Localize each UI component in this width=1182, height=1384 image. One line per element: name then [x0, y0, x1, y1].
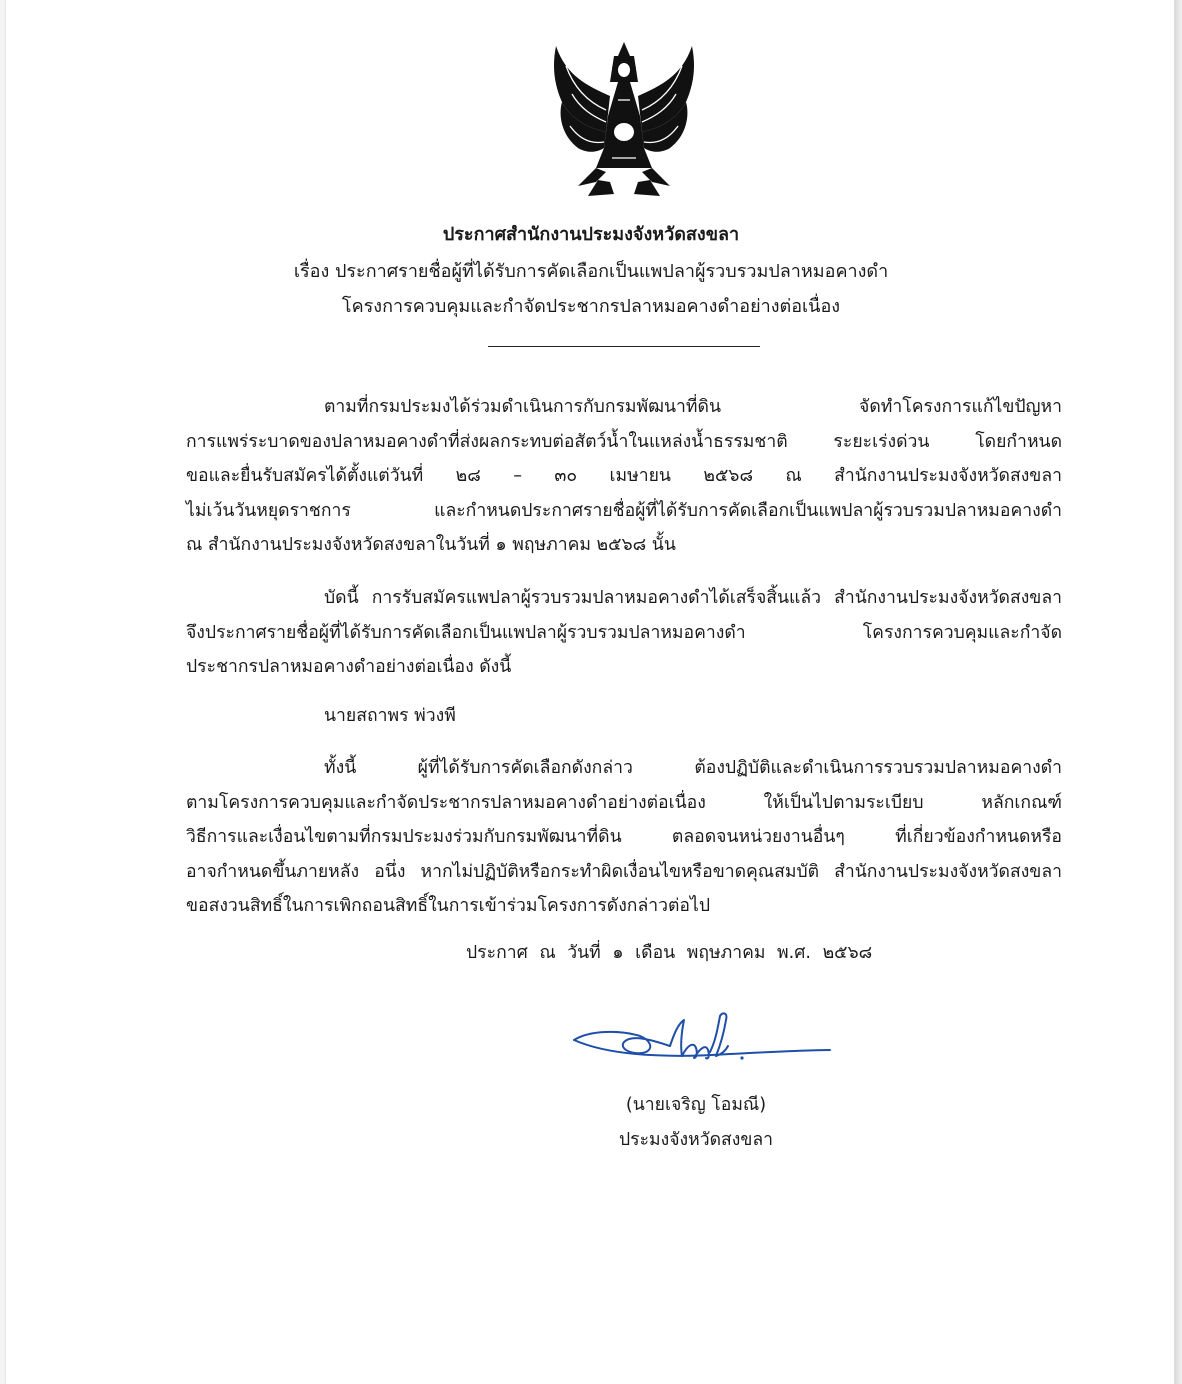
- announcement-subject: เรื่อง ประกาศรายชื่อผู้ที่ได้รับการคัดเลือกเป็นแพปลาผู้รวบรวมปลาหมอคางดำ: [293, 261, 889, 282]
- paragraph-line: ทั้งนี้ ผู้ที่ได้รับการคัดเลือกดังกล่าว ต้องปฏิบัติและดำเนินการรวบรวมปลาหมอคางดำ: [324, 758, 1062, 778]
- paragraph-line: การแพร่ระบาดของปลาหมอคางดำที่ส่งผลกระทบต่อสัตว์น้ำในแหล่งน้ำธรรมชาติ ระยะเร่งด่วน โดยกำหนด: [186, 431, 1062, 452]
- paragraph-line: จึงประกาศรายชื่อผู้ที่ได้รับการคัดเลือกเป็นแพปลาผู้รวบรวมปลาหมอคางดำ โครงการควบคุมและกำจัด: [186, 622, 1062, 643]
- garuda-emblem-icon: [548, 36, 700, 204]
- selected-person: [186, 699, 1062, 734]
- paragraph-line: ประชากรปลาหมอคางดำอย่างต่อเนื่อง ดังนี้: [186, 657, 512, 677]
- paragraph-announcement: [186, 581, 1062, 685]
- paragraph-conditions: [186, 751, 1062, 924]
- document-page: [6, 0, 1174, 1384]
- paragraph-line: ณ สำนักงานประมงจังหวัดสงขลาในวันที่ ๑ พฤษภาคม ๒๕๖๘ นั้น: [186, 535, 676, 555]
- project-name: โครงการควบคุมและกำจัดประชากรปลาหมอคางดำอย่างต่อเนื่อง: [341, 296, 841, 317]
- paragraph-line: อาจกำหนดขึ้นภายหลัง อนึ่ง หากไม่ปฏิบัติหรือกระทำผิดเงื่อนไขหรือขาดคุณสมบัติ สำนักงานประมงจังหวัดสงขลา: [186, 861, 1062, 882]
- announcement-title: ประกาศสำนักงานประมงจังหวัดสงขลา: [442, 224, 740, 245]
- title-divider: [488, 346, 760, 347]
- paragraph-line: ตามโครงการควบคุมและกำจัดประชากรปลาหมอคางดำอย่างต่อเนื่อง ให้เป็นไปตามระเบียบ หลักเกณฑ์: [186, 792, 1062, 813]
- paragraph-background: [186, 390, 1062, 563]
- paragraph-line: ไม่เว้นวันหยุดราชการ และกำหนดประกาศรายชื่อผู้ที่ได้รับการคัดเลือกเป็นแพปลาผู้รวบรวมปลาหมอคางดำ: [186, 500, 1062, 521]
- paragraph-line: ขอและยื่นรับสมัครได้ตั้งแต่วันที่ ๒๘ – ๓๐ เมษายน ๒๕๖๘ ณ สำนักงานประมงจังหวัดสงขลา: [186, 466, 1062, 486]
- selected-person-name: นายสถาพร พ่วงพี: [324, 706, 456, 726]
- signer-name: (นายเจริญ โอมณี): [625, 1095, 767, 1115]
- announcement-date: ประกาศ ณ วันที่ ๑ เดือน พฤษภาคม พ.ศ. ๒๕๖๘: [466, 943, 873, 963]
- paragraph-line: ตามที่กรมประมงได้ร่วมดำเนินการกับกรมพัฒนาที่ดิน จัดทำโครงการแก้ไขปัญหา: [324, 397, 1062, 417]
- page-edge: [1174, 0, 1182, 1384]
- signer-position: ประมงจังหวัดสงขลา: [618, 1130, 774, 1150]
- paragraph-line: ขอสงวนสิทธิ์ในการเพิกถอนสิทธิ์ในการเข้าร่วมโครงการดังกล่าวต่อไป: [186, 896, 710, 916]
- handwritten-signature: [570, 1000, 835, 1080]
- paragraph-line: วิธีการและเงื่อนไขตามที่กรมประมงร่วมกับกรมพัฒนาที่ดิน ตลอดจนหน่วยงานอื่นๆ ที่เกี่ยวข้องกำหนดหรือ: [186, 827, 1062, 847]
- paragraph-line: บัดนี้ การรับสมัครแพปลาผู้รวบรวมปลาหมอคางดำได้เสร็จสิ้นแล้ว สำนักงานประมงจังหวัดสงขลา: [324, 588, 1062, 608]
